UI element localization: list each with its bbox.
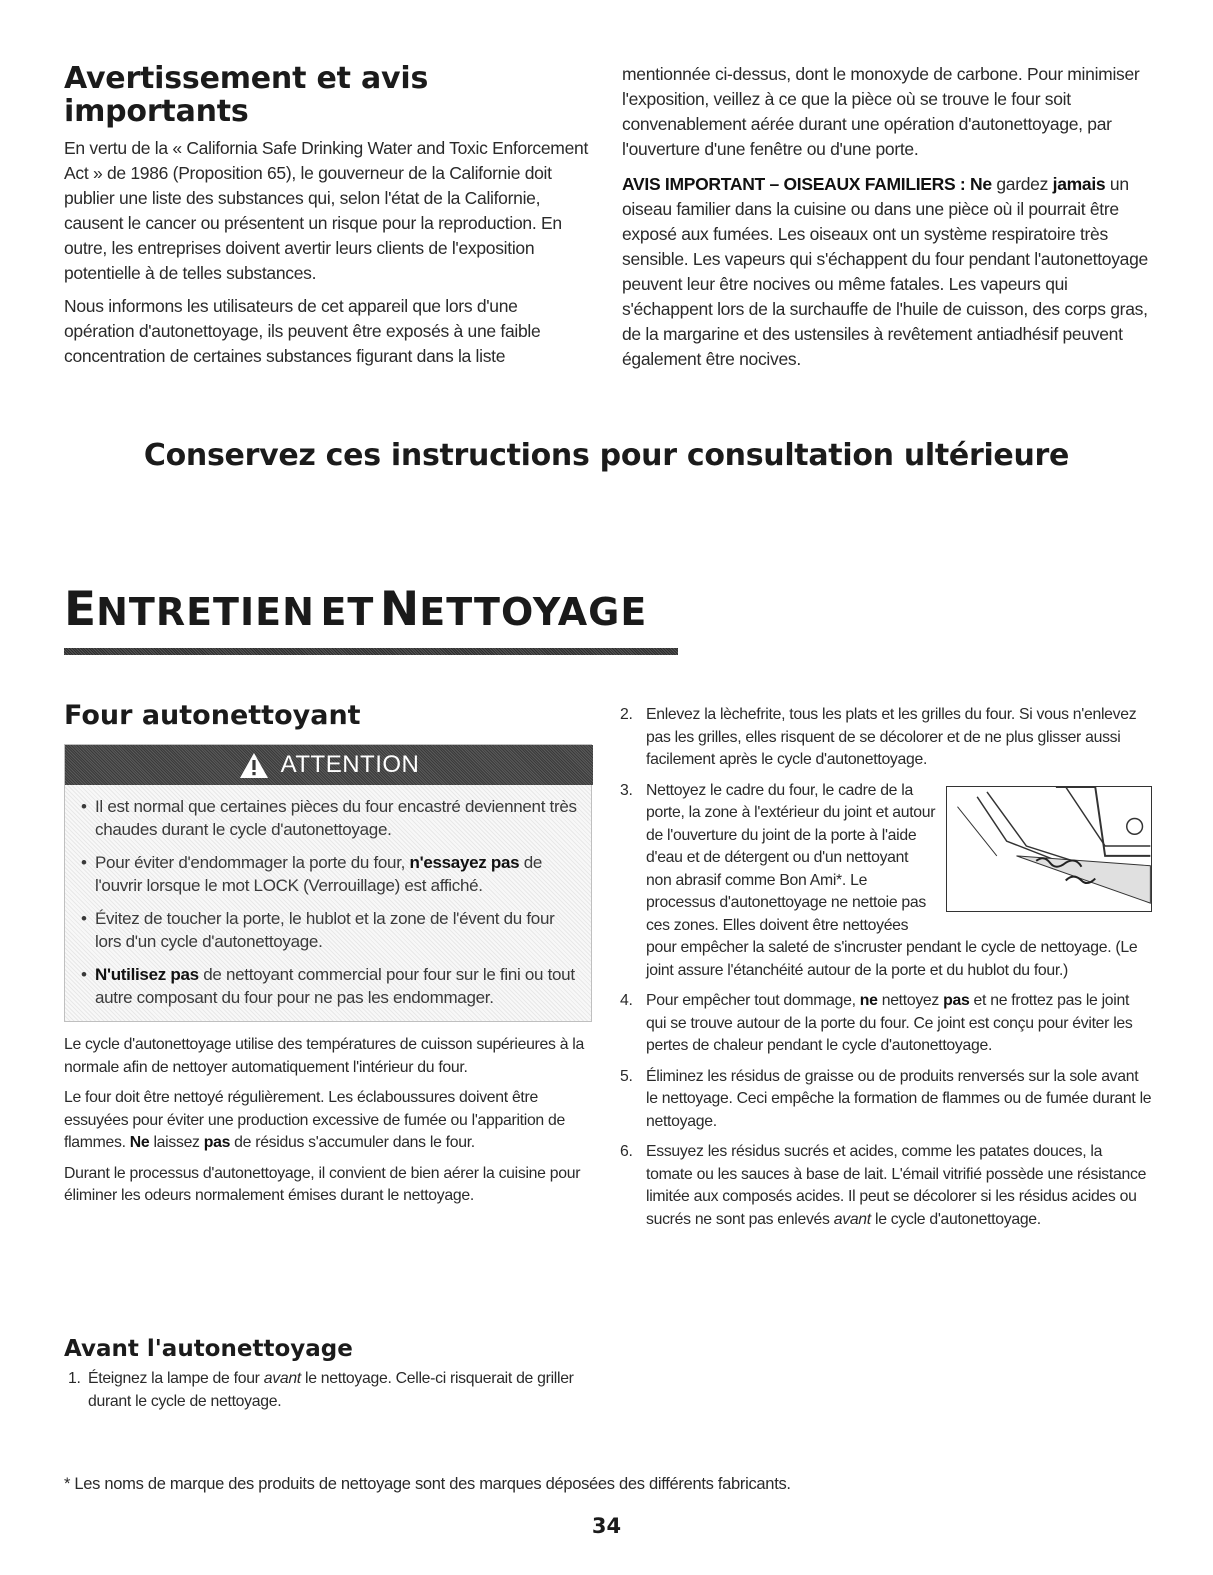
section-title-entretien xyxy=(64,582,647,637)
step-item: 1. Éteignez la lampe de four avant le nettoyage. Celle-ci risquerait de griller durant le cycle de nettoyage. xyxy=(68,1370,574,1410)
footnote: * Les noms de marque des produits de nettoyage sont des marques déposées des différents fabricants. xyxy=(64,1475,791,1493)
birds-ne: Ne xyxy=(970,174,992,194)
attention-box xyxy=(64,744,592,1022)
title-word-entretien: NTRETIEN xyxy=(96,590,315,634)
attention-item: • N'utilisez pas de nettoyant commercial pour four sur le fini ou tout autre composant du four pour ne pas les endommager. xyxy=(79,963,579,1009)
attention-label: ATTENTION xyxy=(280,751,420,778)
title-initial-e: E xyxy=(64,582,97,637)
four-autonettoyant-heading: Four autonettoyant xyxy=(64,700,361,731)
steps-list-right xyxy=(612,704,1152,1231)
avant-left-steps xyxy=(64,1368,592,1421)
warning-right-column xyxy=(622,62,1152,372)
attention-item: • Pour éviter d'endommager la porte du four, n'essayez pas de l'ouvrir lorsque le mot LOCK (Verrouillage) est affiché. xyxy=(79,851,579,897)
title-word-et: ET xyxy=(320,590,375,634)
attention-header xyxy=(65,745,593,785)
step-item: 2. Enlevez la lèchefrite, tous les plats et les grilles du four. Si vous n'enlevez pas les grilles, elles risquent de se décolorer et de ne plus glisser aussi facilement après le cycle d'autonettoyage. xyxy=(620,706,1137,768)
birds-text-rest: un oiseau familier dans la cuisine ou dans une pièce où il pourrait être exposé aux fumées. Les oiseaux ont un système respiratoire très sensible. Les vapeurs qui s'échappent du four pendant l'autonettoyage peuvent leur être nocives ou même fatales. Les vapeurs qui s'échappent lors de la surchauffe de l'huile de cuisson, des corps gras, de la margarine et des ustensiles à revêtement antiadhésif peuvent également être nocives. xyxy=(622,174,1148,369)
title-underline-rule xyxy=(64,648,678,655)
exposure-paragraph-cont xyxy=(622,62,1152,162)
step-item: 4. Pour empêcher tout dommage, ne nettoyez pas et ne frottez pas le joint qui se trouve autour de la porte du four. Ce joint est conçu pour éviter les pertes de chaleur pendant le cycle d'autonettoyage. xyxy=(620,992,1133,1054)
avant-heading: Avant l'autonettoyage xyxy=(64,1336,353,1362)
conserve-instructions-heading: Conservez ces instructions pour consultation ultérieure xyxy=(143,438,1070,473)
attention-list xyxy=(79,795,579,1019)
four-left-column xyxy=(64,1034,592,1216)
warning-triangle-icon xyxy=(239,752,269,779)
birds-label: AVIS IMPORTANT – OISEAUX FAMILIERS : xyxy=(622,174,966,194)
attention-item: • Il est normal que certaines pièces du four encastré deviennent très chaudes durant le cycle d'autonettoyage. xyxy=(79,795,579,841)
prop65-paragraph: En vertu de la « California Safe Drinking Water and Toxic Enforcement Act » de 1986 (Proposition 65), le gouverneur de la Californie doit publier une liste des substances qui, selon l'état de la Californie, causent le cancer ou présentent un risque pour la reproduction. En outre, les entreprises doivent avertir leurs clients de l'exposition potentielle à de telles substances. xyxy=(64,138,589,283)
cleaning-paragraph: Le four doit être nettoyé régulièrement. Les éclaboussures doivent être essuyées pour éviter une production excessive de fumée ou l'apparition de flammes. Ne laissez pas de résidus s'accumuler dans le four. xyxy=(64,1089,565,1151)
title-word-nettoyage: ETTOYAGE xyxy=(419,590,648,634)
step-item: 5. Éliminez les résidus de graisse ou de produits renversés sur la sole avant le nettoyage. Ceci empêche la formation de flammes ou de fumée durant le nettoyage. xyxy=(620,1067,1152,1130)
oven-door-gasket-diagram xyxy=(946,786,1152,912)
exposure-paragraph: Nous informons les utilisateurs de cet appareil que lors d'une opération d'autonettoyage, ils peuvent être exposés à une faible concentration de certaines substances figurant dans la liste xyxy=(64,296,541,366)
steps-list-left xyxy=(64,1368,592,1413)
exposure-paragraph-shadow: mentionnée ci-dessus, dont le monoxyde de carbone. Pour minimiser l'exposition, veillez à ce que la pièce où se trouve le four soit convenablement aérée durant une opération d'autonettoyage, par l'ouverture d'une fenêtre ou d'une porte. xyxy=(622,64,1140,159)
title-initial-n: N xyxy=(379,582,420,637)
cycle-paragraph: Le cycle d'autonettoyage utilise des températures de cuisson supérieures à la normale afin de nettoyer automatiquement l'intérieur du four. xyxy=(64,1036,584,1076)
birds-text-1: gardez xyxy=(996,174,1049,194)
warning-heading: Avertissement et avis importants xyxy=(64,61,429,129)
avant-right-steps xyxy=(612,704,1152,1239)
page-number: 34 xyxy=(591,1514,622,1538)
birds-paragraph xyxy=(622,172,1152,372)
ventilation-paragraph: Durant le processus d'autonettoyage, il convient de bien aérer la cuisine pour éliminer les odeurs normalement émises durant le nettoyage. xyxy=(64,1164,581,1204)
attention-item: • Évitez de toucher la porte, le hublot et la zone de l'évent du four lors d'un cycle d'autonettoyage. xyxy=(79,907,579,953)
birds-jamais: jamais xyxy=(1052,174,1106,194)
step-item: 3. Nettoyez le cadre du four, le cadre de la porte, la zone à l'extérieur du joint et autour de l'ouverture du joint de la porte à l'aide d'eau et de détergent ou d'un nettoyant non abrasif comme Bon Ami*. Le processus d'autonettoyage ne nettoie pas ces zones. Elles doivent être nettoyées pour empêcher la saleté de s'incruster pendant le cycle de nettoyage. (Le joint assure l'étanchéité autour de la porte et du hublot du four.) xyxy=(612,780,1152,983)
step-item: 6. Essuyez les résidus sucrés et acides, comme les patates douces, la tomate ou les sauces à base de lait. L'émail vitrifié possède une résistance limitée aux composés acides. Il peut se décolorer si les résidus acides ou sucrés ne sont pas enlevés avant le cycle d'autonettoyage. xyxy=(620,1143,1147,1228)
warning-left-column xyxy=(64,62,592,377)
